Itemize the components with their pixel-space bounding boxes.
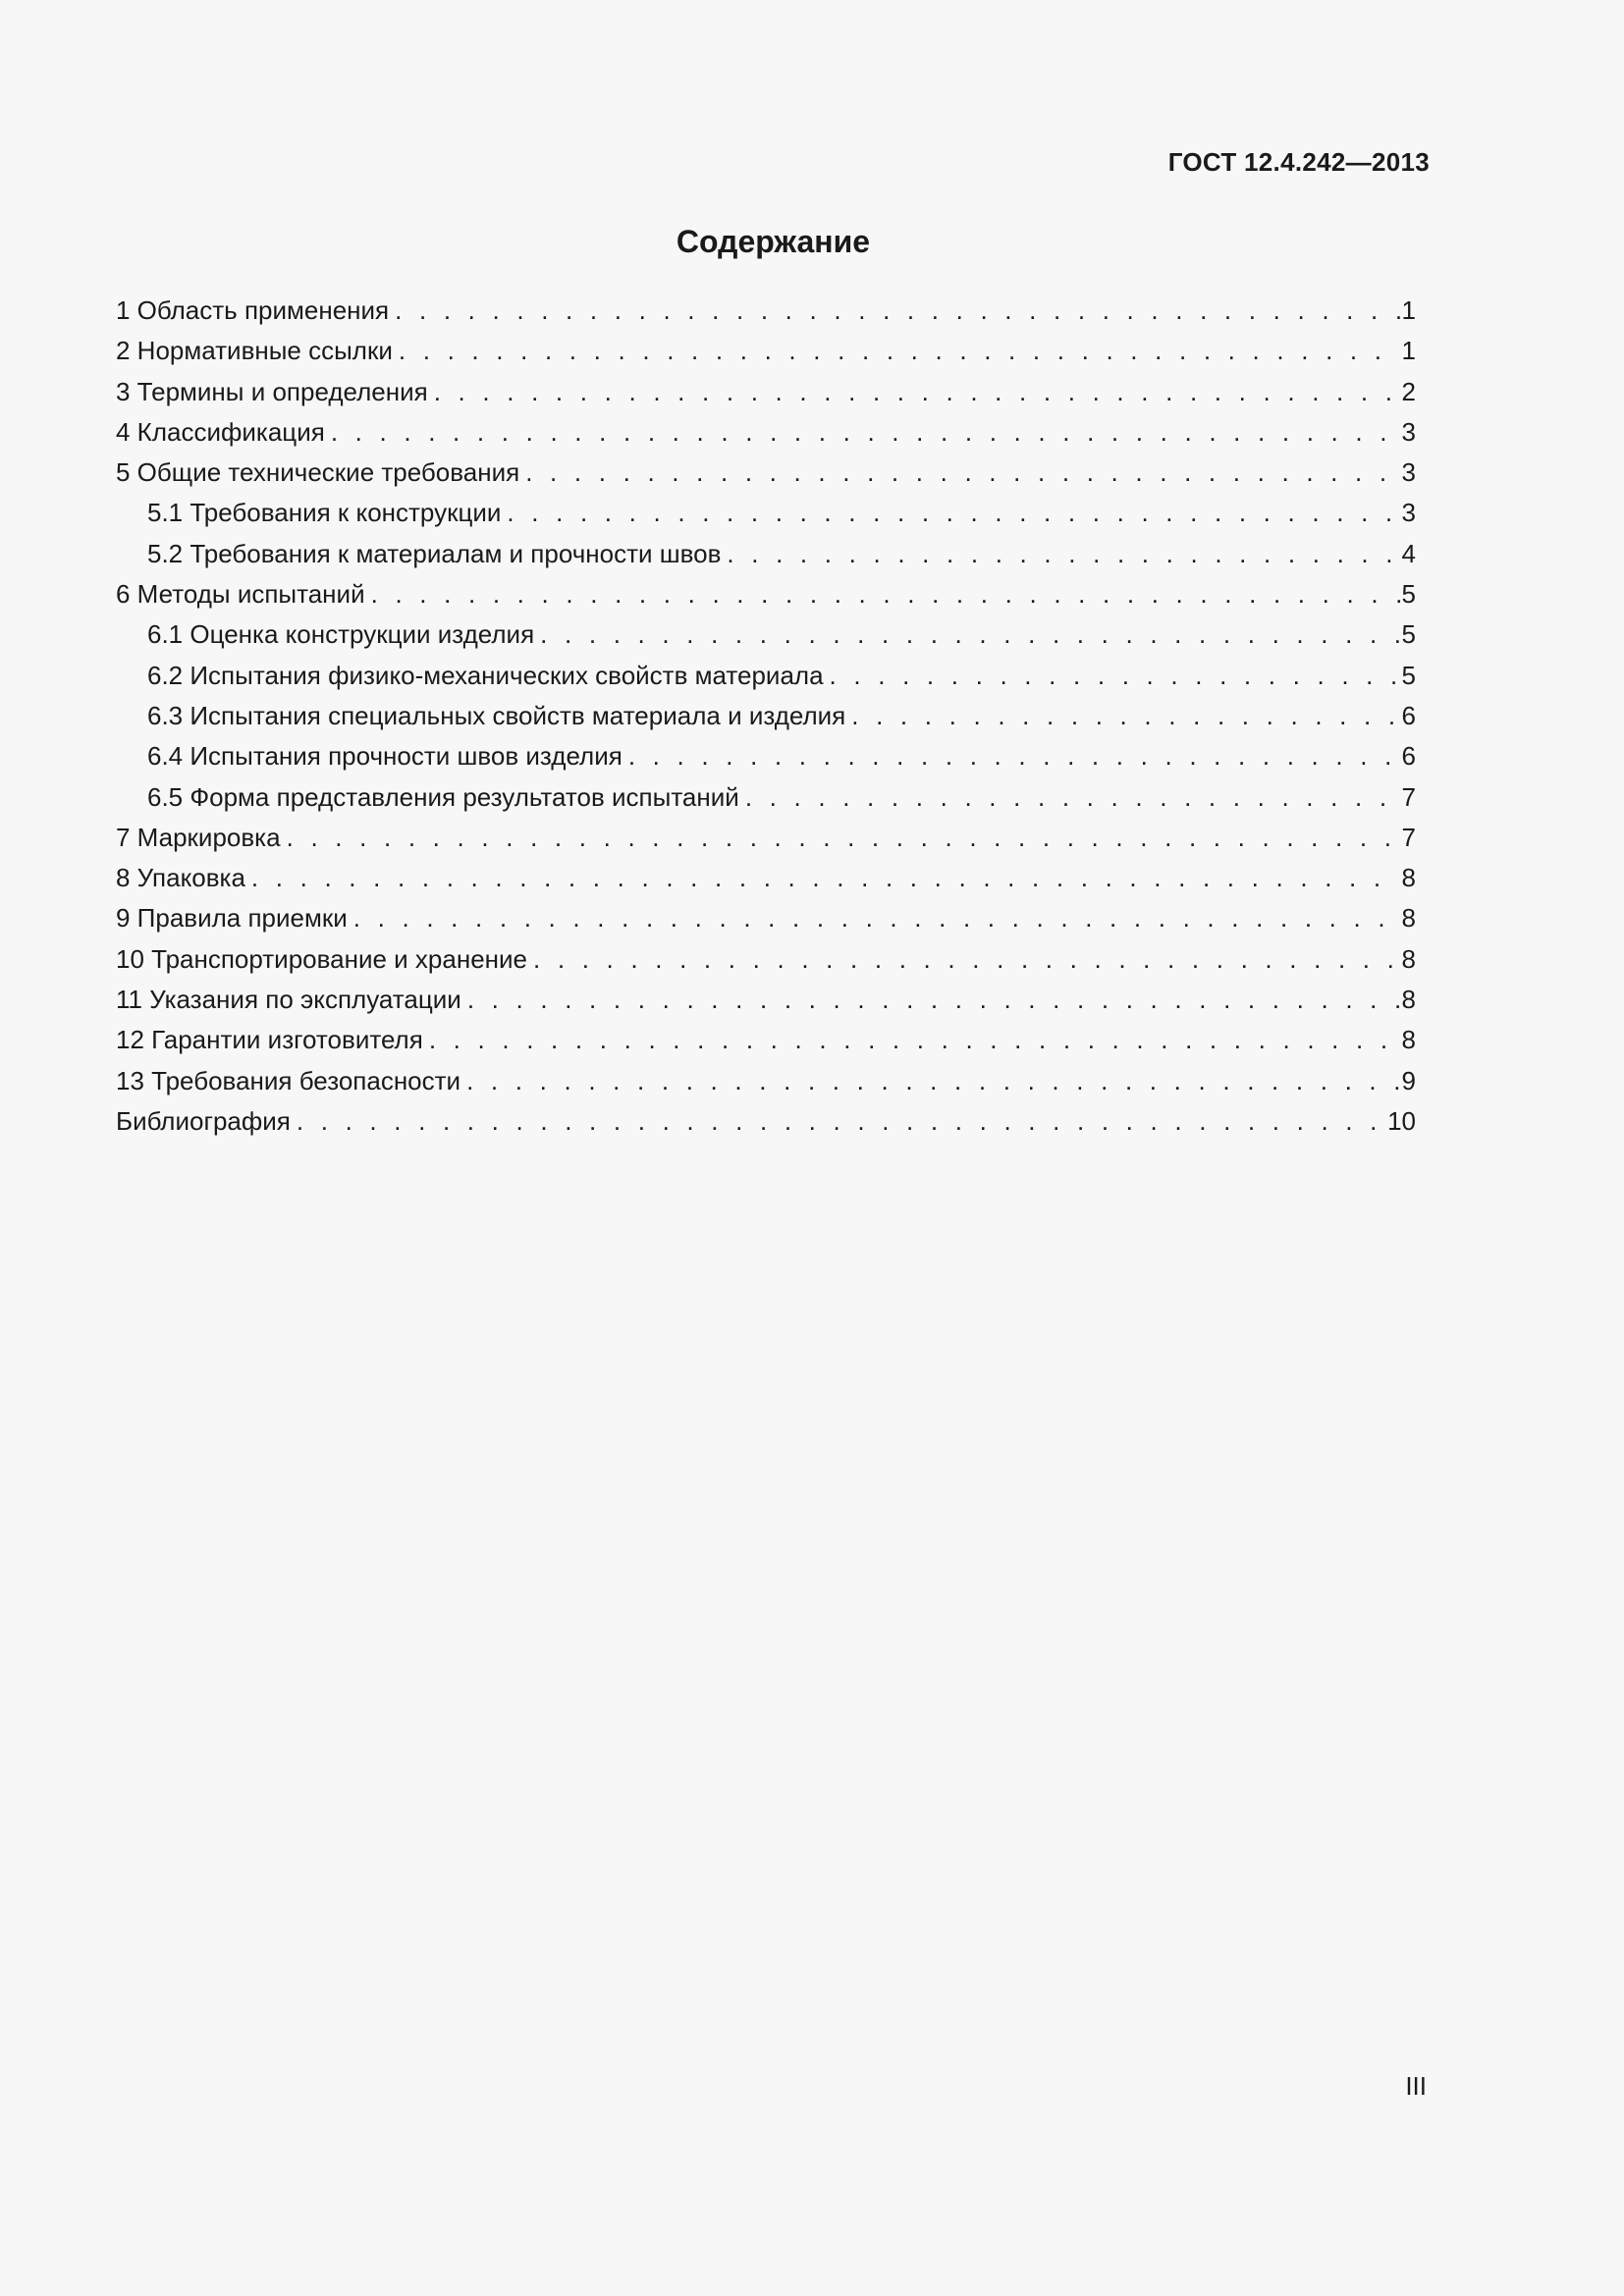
toc-entry-page: 10 bbox=[1387, 1105, 1416, 1136]
toc-subentry[interactable] bbox=[116, 696, 1416, 736]
toc-entry[interactable] bbox=[116, 291, 1416, 331]
toc-subentry[interactable] bbox=[116, 614, 1416, 655]
table-of-contents bbox=[116, 291, 1416, 1142]
toc-entry-page: 5 bbox=[1401, 619, 1416, 650]
toc-dot-leader bbox=[399, 331, 1400, 371]
toc-entry[interactable] bbox=[116, 898, 1416, 938]
toc-subentry[interactable] bbox=[116, 493, 1416, 533]
toc-entry-page: 1 bbox=[1401, 295, 1416, 325]
toc-entry-page: 3 bbox=[1401, 416, 1416, 447]
toc-entry-page: 7 bbox=[1401, 822, 1416, 852]
toc-subentry[interactable] bbox=[116, 777, 1416, 818]
toc-subentry[interactable] bbox=[116, 736, 1416, 776]
toc-dot-leader bbox=[467, 980, 1400, 1020]
toc-entry-page: 3 bbox=[1401, 457, 1416, 488]
toc-entry[interactable] bbox=[116, 858, 1416, 898]
toc-entry-page: 8 bbox=[1401, 985, 1416, 1015]
toc-entry-page: 5 bbox=[1401, 579, 1416, 610]
toc-entry-label: 2 Нормативные ссылки bbox=[116, 336, 393, 366]
toc-entry-label: 12 Гарантии изготовителя bbox=[116, 1025, 423, 1055]
toc-entry[interactable] bbox=[116, 453, 1416, 493]
toc-entry-page: 6 bbox=[1401, 741, 1416, 772]
toc-entry-page: 8 bbox=[1401, 943, 1416, 974]
toc-dot-leader bbox=[533, 939, 1400, 980]
toc-entry[interactable] bbox=[116, 574, 1416, 614]
page-number: III bbox=[1405, 2071, 1427, 2101]
toc-entry-page: 6 bbox=[1401, 700, 1416, 730]
toc-subentry[interactable] bbox=[116, 534, 1416, 574]
toc-subentry[interactable] bbox=[116, 656, 1416, 696]
toc-dot-leader bbox=[429, 1020, 1400, 1060]
toc-entry[interactable] bbox=[116, 980, 1416, 1020]
toc-entry[interactable] bbox=[116, 1020, 1416, 1060]
toc-dot-leader bbox=[727, 534, 1399, 574]
toc-dot-leader bbox=[287, 818, 1400, 858]
toc-entry-label: 7 Маркировка bbox=[116, 822, 281, 852]
toc-entry-label: 6.1 Оценка конструкции изделия bbox=[147, 619, 535, 650]
toc-entry-label: 4 Классификация bbox=[116, 416, 325, 447]
toc-entry[interactable] bbox=[116, 1061, 1416, 1101]
toc-dot-leader bbox=[525, 453, 1399, 493]
toc-entry[interactable] bbox=[116, 818, 1416, 858]
toc-dot-leader bbox=[251, 858, 1400, 898]
toc-dot-leader bbox=[395, 291, 1399, 331]
toc-entry[interactable] bbox=[116, 412, 1416, 453]
toc-entry-label: 6.5 Форма представления результатов испытаний bbox=[147, 781, 739, 812]
toc-entry-label: 6.4 Испытания прочности швов изделия bbox=[147, 741, 623, 772]
toc-entry-label: 11 Указания по эксплуатации bbox=[116, 985, 461, 1015]
toc-entry-label: 6.3 Испытания специальных свойств материала и изделия bbox=[147, 700, 846, 730]
toc-dot-leader bbox=[851, 696, 1399, 736]
toc-dot-leader bbox=[371, 574, 1400, 614]
toc-entry[interactable] bbox=[116, 1101, 1416, 1142]
toc-dot-leader bbox=[540, 614, 1399, 655]
toc-title: Содержание bbox=[676, 224, 871, 259]
toc-entry-page: 8 bbox=[1401, 903, 1416, 934]
toc-dot-leader bbox=[466, 1061, 1399, 1101]
toc-entry-label: 5.2 Требования к материалам и прочности швов bbox=[147, 538, 722, 568]
toc-entry[interactable] bbox=[116, 372, 1416, 412]
toc-entry-page: 3 bbox=[1401, 498, 1416, 528]
toc-entry-page: 5 bbox=[1401, 660, 1416, 690]
toc-dot-leader bbox=[353, 898, 1400, 938]
toc-dot-leader bbox=[507, 493, 1399, 533]
toc-entry-label: 9 Правила приемки bbox=[116, 903, 348, 934]
toc-entry-page: 7 bbox=[1401, 781, 1416, 812]
toc-dot-leader bbox=[830, 656, 1400, 696]
toc-entry-page: 4 bbox=[1401, 538, 1416, 568]
toc-entry-page: 8 bbox=[1401, 1025, 1416, 1055]
toc-dot-leader bbox=[434, 372, 1400, 412]
toc-entry-label: 6.2 Испытания физико-механических свойств материала bbox=[147, 660, 824, 690]
toc-entry-page: 9 bbox=[1401, 1065, 1416, 1095]
toc-dot-leader bbox=[745, 777, 1400, 818]
toc-entry[interactable] bbox=[116, 939, 1416, 980]
toc-entry-label: 10 Транспортирование и хранение bbox=[116, 943, 527, 974]
toc-dot-leader bbox=[297, 1101, 1385, 1142]
toc-entry-label: 5.1 Требования к конструкции bbox=[147, 498, 502, 528]
toc-dot-leader bbox=[331, 412, 1400, 453]
toc-entry-page: 2 bbox=[1401, 376, 1416, 406]
toc-entry-label: Библиография bbox=[116, 1105, 291, 1136]
toc-entry-label: 6 Методы испытаний bbox=[116, 579, 365, 610]
toc-entry-label: 5 Общие технические требования bbox=[116, 457, 520, 488]
document-code: ГОСТ 12.4.242—2013 bbox=[1167, 147, 1430, 177]
toc-entry-page: 1 bbox=[1401, 336, 1416, 366]
toc-entry-label: 3 Термины и определения bbox=[116, 376, 428, 406]
toc-entry-label: 1 Область применения bbox=[116, 295, 390, 325]
toc-entry-label: 13 Требования безопасности bbox=[116, 1065, 461, 1095]
toc-entry-page: 8 bbox=[1401, 863, 1416, 893]
toc-dot-leader bbox=[628, 736, 1400, 776]
toc-entry-label: 8 Упаковка bbox=[116, 863, 245, 893]
toc-entry[interactable] bbox=[116, 331, 1416, 371]
